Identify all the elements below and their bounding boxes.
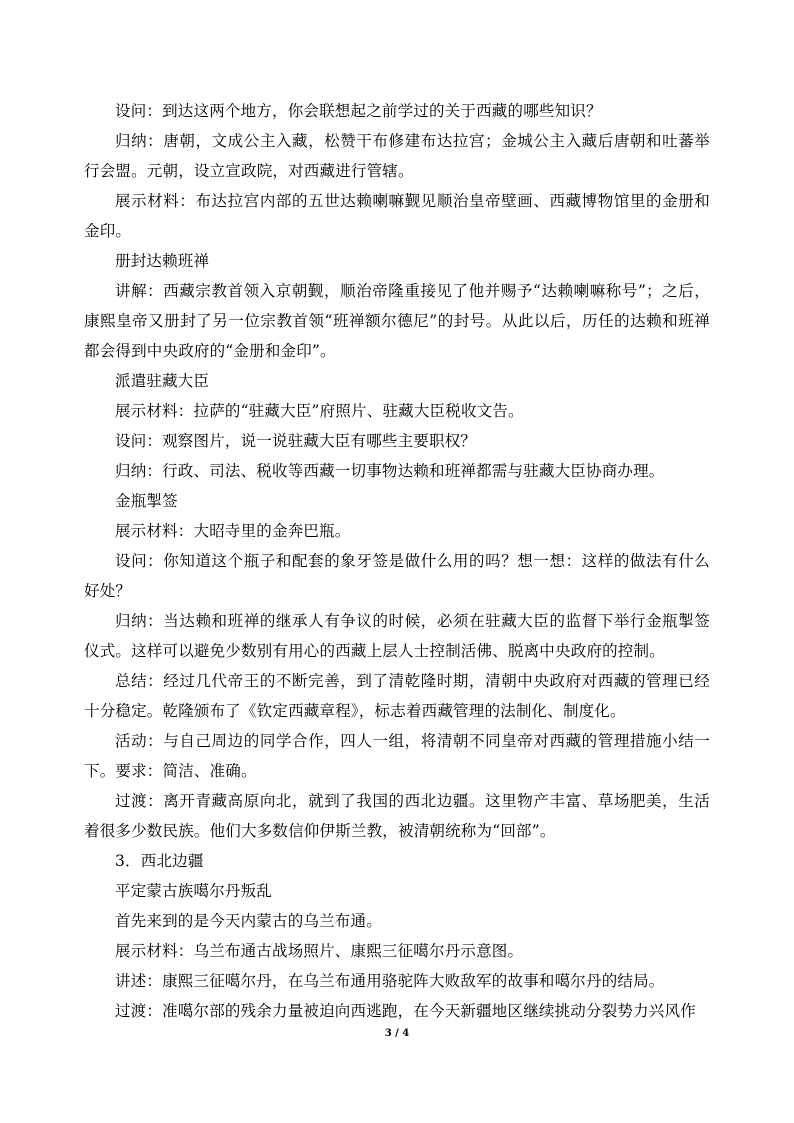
- paragraph-lecture-golden-seal: 讲解：西藏宗教首领入京朝觐，顺治帝隆重接见了他并赐予“达赖喇嘛称号”；之后，康熙皇帝又册封了另一位宗教首领“班禅额尔德尼”的封号。从此以后，历任的达赖和班禅都会得到中央政府的“金册和金印”。: [84, 282, 710, 360]
- section-heading-northwest-frontier: 3．西北边疆: [115, 852, 204, 870]
- paragraph-summary-tang-yuan: 归纳：唐朝，文成公主入藏，松赞干布修建布达拉宫；金城公主入藏后唐朝和吐蕃举行会盟。元朝，设立宣政院，对西藏进行管辖。: [84, 132, 710, 180]
- paragraph-material-battlefield: 展示材料：乌兰布通古战场照片、康熙三征噶尔丹示意图。: [115, 942, 524, 960]
- paragraph-activity-group-work: 活动：与自己周边的同学合作，四人一组，将清朝不同皇帝对西藏的管理措施小结一下。要求：简洁、准确。: [84, 732, 710, 780]
- paragraph-transition-dzungar: 过渡：准噶尔部的残余力量被迫向西逃跑，在今天新疆地区继续挑动分裂势力兴风作: [115, 1002, 696, 1020]
- paragraph-question-amban-powers: 设问：观察图片，说一说驻藏大臣有哪些主要职权？: [115, 432, 477, 450]
- section-heading-dalai-panchen: 册封达赖班禅: [115, 252, 210, 270]
- section-heading-galdan-rebellion: 平定蒙古族噶尔丹叛乱: [115, 882, 273, 900]
- paragraph-material-amban-residence: 展示材料：拉萨的“驻藏大臣”府照片、驻藏大臣税收文告。: [115, 402, 524, 420]
- paragraph-question-tibet-knowledge: 设问：到达这两个地方，你会联想起之前学过的关于西藏的哪些知识？: [115, 102, 602, 120]
- paragraph-conclusion-qianlong: 总结：经过几代帝王的不断完善，到了清乾隆时期，清朝中央政府对西藏的管理已经十分稳定。乾隆颁布了《钦定西藏章程》，标志着西藏管理的法制化、制度化。: [84, 672, 710, 720]
- paragraph-summary-golden-urn: 归纳：当达赖和班禅的继承人有争议的时候，必须在驻藏大臣的监督下举行金瓶掣签仪式。这样可以避免少数别有用心的西藏上层人士控制活佛、脱离中央政府的控制。: [84, 612, 710, 660]
- page-number: 3 / 4: [384, 1028, 410, 1039]
- paragraph-transition-northwest: 过渡：离开青藏高原向北，就到了我国的西北边疆。这里物产丰富、草场肥美，生活着很多少数民族。他们大多数信仰伊斯兰教，被清朝统称为“回部”。: [84, 792, 710, 840]
- paragraph-ulan-butong: 首先来到的是今天内蒙古的乌兰布通。: [115, 912, 382, 930]
- paragraph-summary-amban-duties: 归纳：行政、司法、税收等西藏一切事物达赖和班禅都需与驻藏大臣协商办理。: [115, 462, 665, 480]
- paragraph-narrative-kangxi-galdan: 讲述：康熙三征噶尔丹，在乌兰布通用骆驼阵大败敌军的故事和噶尔丹的结局。: [115, 972, 665, 990]
- paragraph-material-golden-urn: 展示材料：大昭寺里的金奔巴瓶。: [115, 522, 351, 540]
- section-heading-golden-urn: 金瓶掣签: [115, 492, 178, 510]
- paragraph-question-golden-urn: 设问：你知道这个瓶子和配套的象牙签是做什么用的吗？想一想：这样的做法有什么好处？: [84, 552, 710, 600]
- paragraph-material-potala: 展示材料：布达拉宫内部的五世达赖喇嘛觐见顺治皇帝壁画、西藏博物馆里的金册和金印。: [84, 192, 710, 240]
- document-body: [84, 96, 710, 1026]
- section-heading-amban: 派遣驻藏大臣: [115, 372, 210, 390]
